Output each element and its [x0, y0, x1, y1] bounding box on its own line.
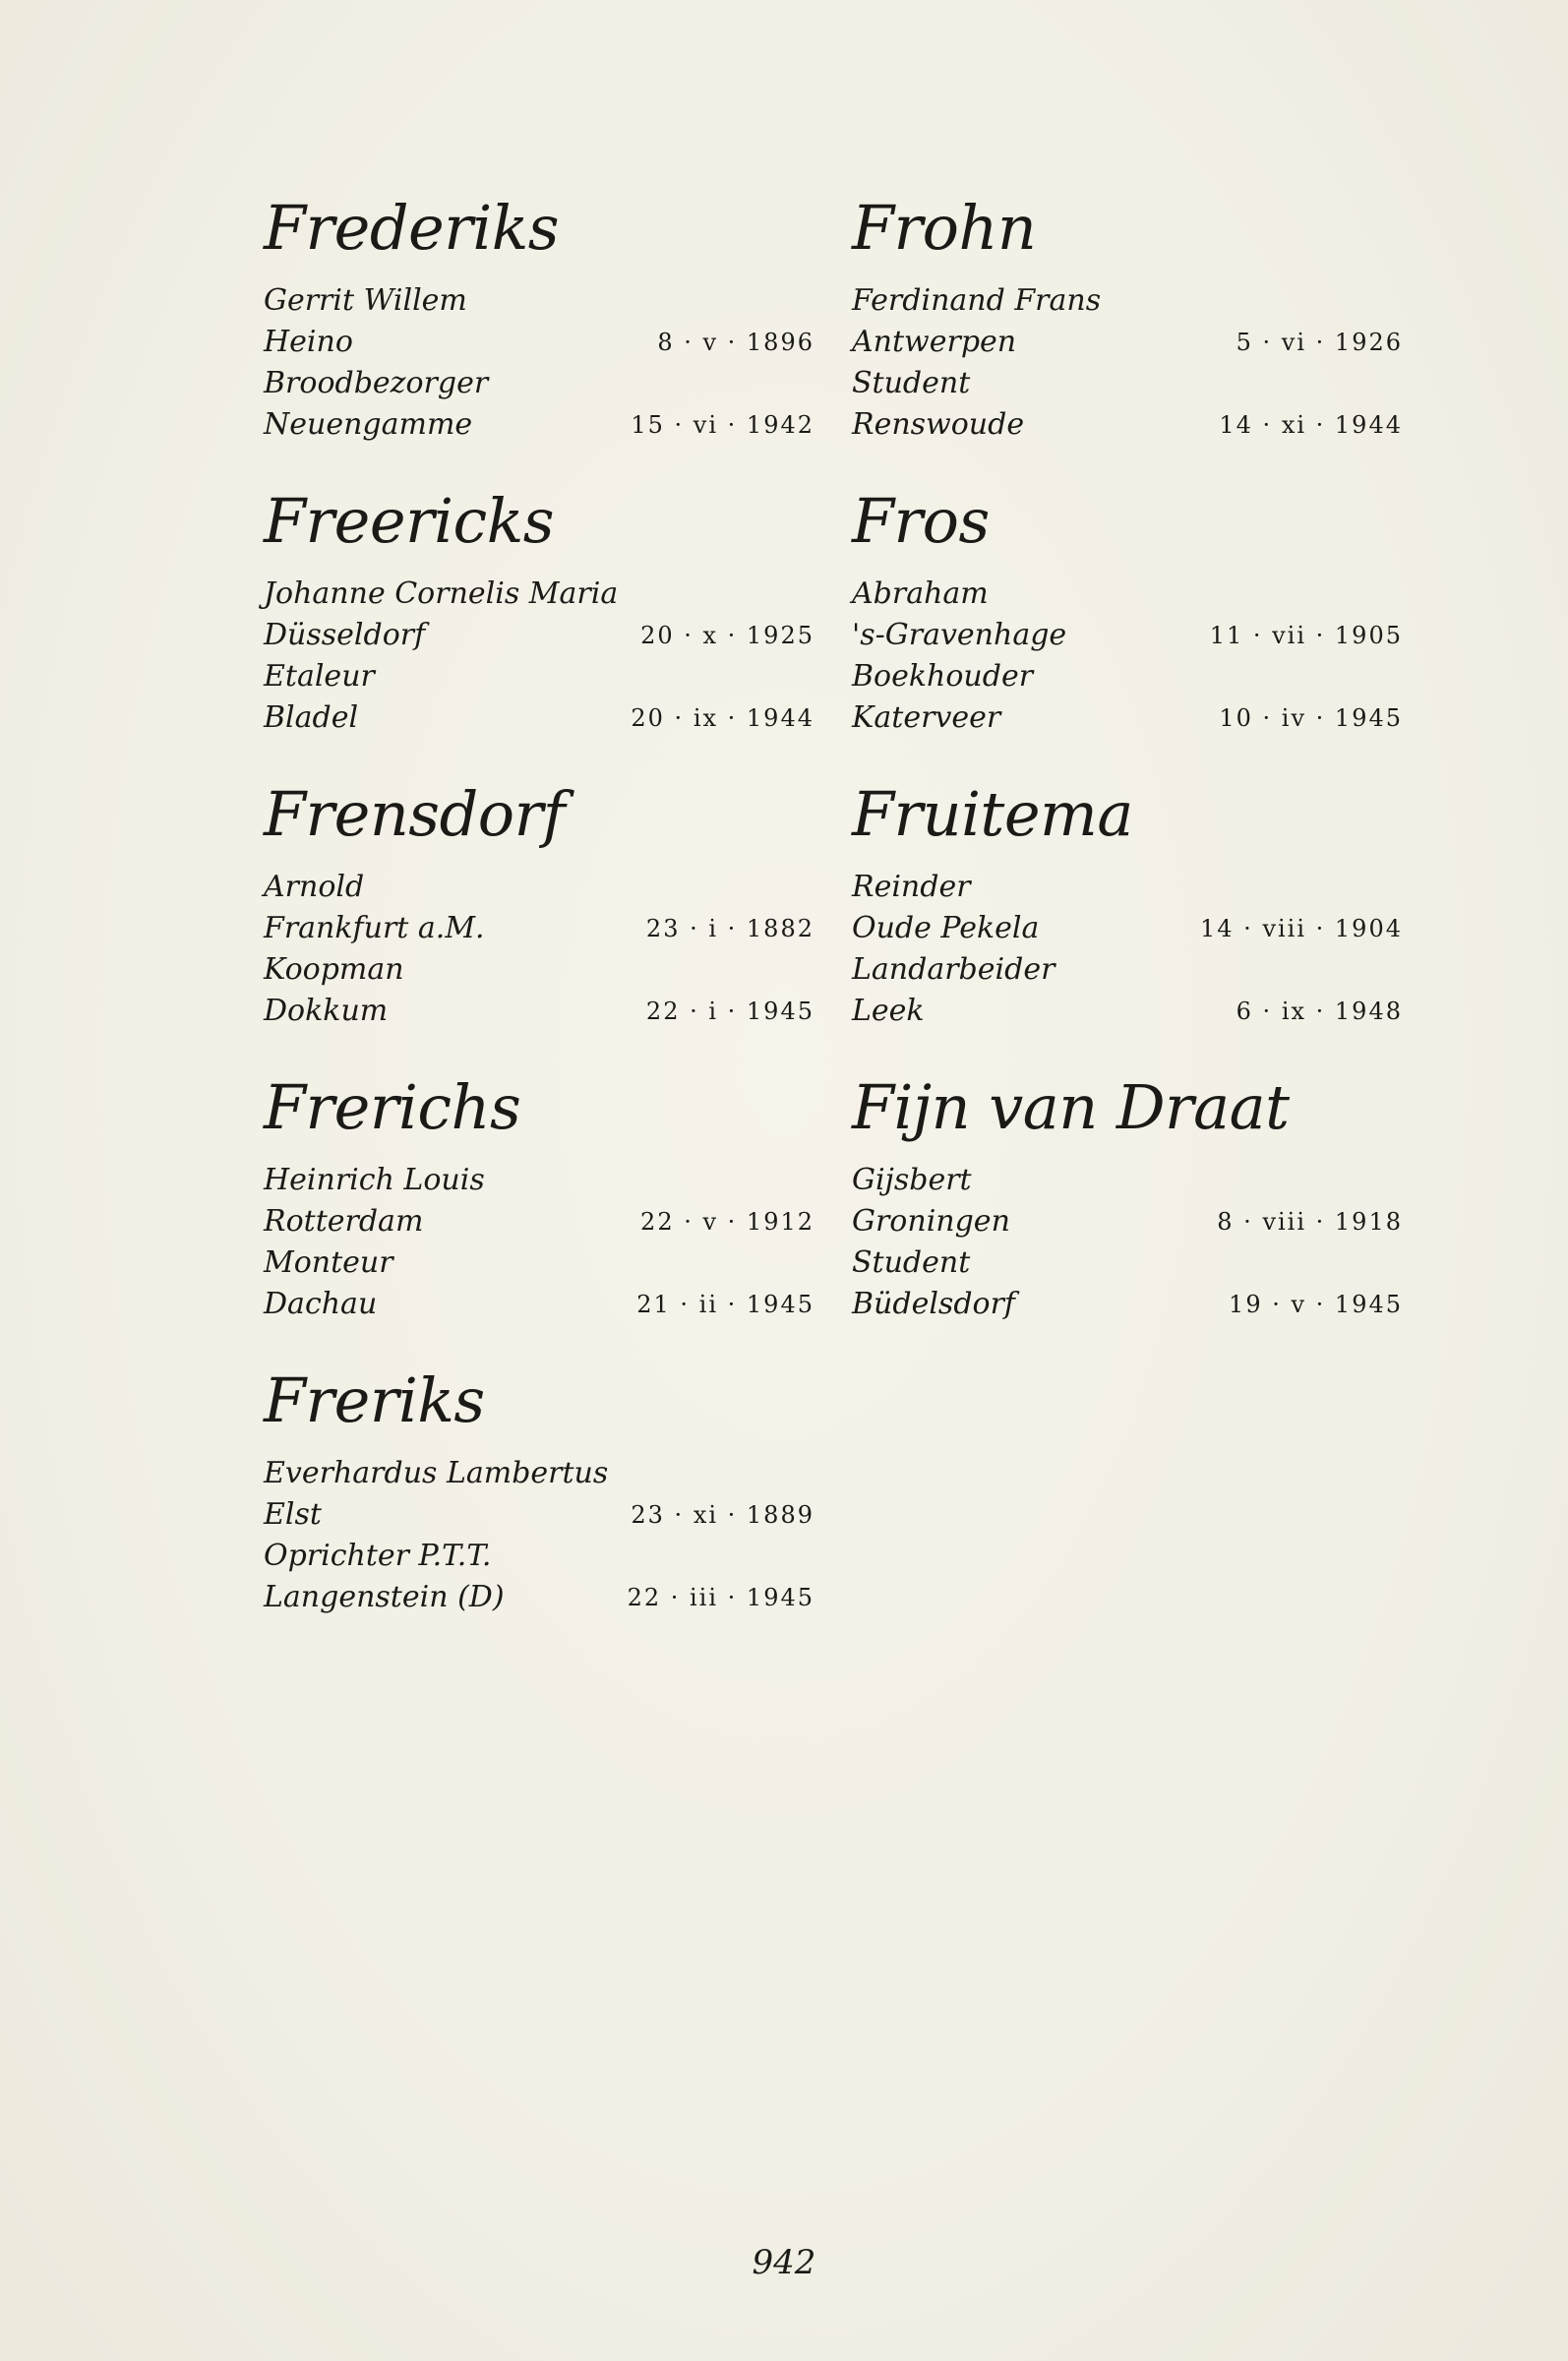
death-line: [264, 1577, 814, 1618]
name-entry: [264, 1071, 814, 1364]
surname: Frohn: [852, 192, 1037, 264]
birth-line: [264, 615, 814, 656]
death-line: [852, 404, 1403, 446]
surname: Frensdorf: [264, 778, 566, 850]
birth-line: [264, 322, 814, 363]
occupation: Etaleur: [264, 659, 375, 694]
name-entry: [852, 192, 1403, 485]
surname: Frederiks: [264, 192, 560, 264]
birth-place: Antwerpen: [852, 325, 1017, 359]
death-place: Leek: [852, 994, 925, 1028]
occupation: Monteur: [264, 1245, 393, 1280]
surname: Fruitema: [852, 778, 1133, 850]
birth-place: Groningen: [852, 1204, 1010, 1239]
name-entry: [852, 485, 1403, 778]
surname: Freriks: [264, 1364, 485, 1436]
birth-place: Elst: [264, 1497, 322, 1532]
surname: Fros: [852, 485, 990, 557]
birth-place: Heino: [264, 325, 353, 359]
right-column: [852, 192, 1403, 1364]
birth-line: [264, 1201, 814, 1242]
death-place: Renswoude: [852, 407, 1025, 442]
birth-place: Düsseldorf: [264, 618, 426, 652]
death-place: Bladel: [264, 700, 359, 735]
death-date: 22 · iii · 1945: [627, 1584, 814, 1611]
birth-date: 20 · x · 1925: [640, 622, 814, 649]
given-names: Gijsbert: [852, 1163, 972, 1197]
given-names: Gerrit Willem: [264, 283, 467, 318]
birth-date: 22 · v · 1912: [640, 1208, 814, 1236]
death-date: 6 · ix · 1948: [1236, 998, 1403, 1025]
occupation: Broodbezorger: [264, 366, 489, 400]
death-place: Langenstein (D): [264, 1580, 505, 1614]
left-column: [264, 192, 814, 1658]
occupation: Landarbeider: [852, 952, 1055, 987]
birth-line: [852, 322, 1403, 363]
death-line: [264, 697, 814, 739]
birth-line: [264, 908, 814, 949]
occupation: Student: [852, 1245, 971, 1280]
death-line: [852, 697, 1403, 739]
death-date: 10 · iv · 1945: [1219, 704, 1403, 732]
name-entry: [264, 192, 814, 485]
occupation: Koopman: [264, 952, 404, 987]
death-date: 21 · ii · 1945: [636, 1291, 814, 1318]
death-line: [852, 1284, 1403, 1325]
given-names: Everhardus Lambertus: [264, 1456, 609, 1490]
birth-place: 's-Gravenhage: [852, 618, 1067, 652]
surname: Fijn van Draat: [852, 1071, 1290, 1143]
name-entry: [852, 778, 1403, 1071]
birth-place: Rotterdam: [264, 1204, 424, 1239]
birth-date: 8 · viii · 1918: [1217, 1208, 1403, 1236]
surname: Freericks: [264, 485, 555, 557]
birth-line: [852, 1201, 1403, 1242]
birth-date: 5 · vi · 1926: [1236, 329, 1403, 356]
given-names: Reinder: [852, 870, 971, 904]
death-place: Katerveer: [852, 700, 1001, 735]
page-number: 942: [752, 2243, 816, 2282]
birth-line: [264, 1494, 814, 1536]
death-place: Dokkum: [264, 994, 389, 1028]
birth-date: 23 · i · 1882: [645, 915, 814, 942]
death-line: [264, 404, 814, 446]
given-names: Arnold: [264, 870, 365, 904]
name-entry: [264, 485, 814, 778]
occupation: Student: [852, 366, 971, 400]
occupation: Oprichter P.T.T.: [264, 1539, 492, 1573]
birth-date: 14 · viii · 1904: [1200, 915, 1403, 942]
death-date: 14 · xi · 1944: [1219, 411, 1403, 439]
name-entry: [264, 778, 814, 1071]
death-place: Büdelsdorf: [852, 1287, 1016, 1321]
death-date: 22 · i · 1945: [645, 998, 814, 1025]
death-place: Neuengamme: [264, 407, 473, 442]
death-line: [264, 991, 814, 1032]
death-date: 19 · v · 1945: [1229, 1291, 1403, 1318]
occupation: Boekhouder: [852, 659, 1034, 694]
birth-date: 8 · v · 1896: [657, 329, 814, 356]
birth-date: 11 · vii · 1905: [1209, 622, 1403, 649]
death-place: Dachau: [264, 1287, 378, 1321]
birth-line: [852, 615, 1403, 656]
death-line: [264, 1284, 814, 1325]
given-names: Ferdinand Frans: [852, 283, 1102, 318]
given-names: Johanne Cornelis Maria: [264, 576, 619, 611]
death-date: 15 · vi · 1942: [631, 411, 814, 439]
birth-place: Frankfurt a.M.: [264, 911, 485, 945]
surname: Frerichs: [264, 1071, 521, 1143]
birth-place: Oude Pekela: [852, 911, 1040, 945]
birth-date: 23 · xi · 1889: [631, 1501, 814, 1529]
name-entry: [264, 1364, 814, 1658]
death-line: [852, 991, 1403, 1032]
death-date: 20 · ix · 1944: [631, 704, 814, 732]
given-names: Heinrich Louis: [264, 1163, 485, 1197]
birth-line: [852, 908, 1403, 949]
name-entry: [852, 1071, 1403, 1364]
given-names: Abraham: [852, 576, 989, 611]
